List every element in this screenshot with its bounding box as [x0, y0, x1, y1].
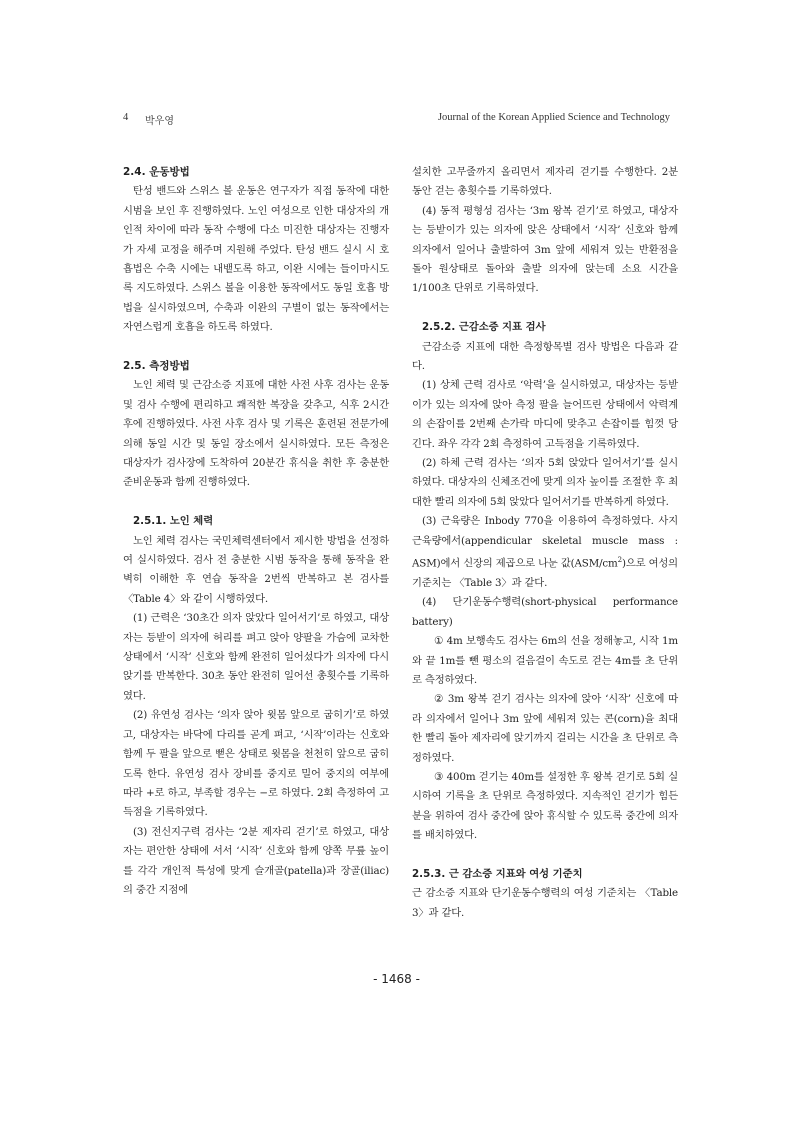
superscript-two: 2 — [617, 556, 622, 565]
page-footer-number: - 1468 - — [373, 972, 420, 986]
section-2-5-2-paragraph-chair-stand: (2) 하체 근력 검사는 ‘의자 5회 앉았다 일어서기’를 실시하였다. 대상자의 신체조건에 맞게 의자 높이를 조절한 후 최대한 빨리 의자에 5회 앉았다 일어서기를 반복하게 하였다. — [412, 457, 678, 508]
section-2-5-heading: 2.5. 측정방법 — [123, 360, 190, 373]
right-column — [412, 163, 678, 923]
section-2-4-paragraph: 탄성 밴드와 스위스 볼 운동은 연구자가 직접 동작에 대한 시범을 보인 후 진행하였다. 노인 여성으로 인한 대상자의 개인적 차이에 따라 동작 수행에 다소 미진한 대상자는 진행자가 자세 교정을 해주며 지원해 주었다. 탄성 밴드 실시 시 호흡법은 수축 시에는 내뱉도록 하고, 이완 시에는 들이마시도록 지도하였다. 스위스 볼을 이용한 동작에서도 동일 호흡 방법을 실시하였으며, 수축과 이완의 구별이 없는 동작에서는 자연스럽게 호흡을 하도록 하였다. — [123, 185, 389, 334]
header-journal-title: Journal of the Korean Applied Science and Technology — [437, 112, 670, 123]
section-2-5-2-item-400m-walk: ③ 400m 걷기는 40m를 설정한 후 왕복 걷기로 5회 실시하여 기록을 초 단위로 측정하였다. 지속적인 걷기가 힘든 분을 위하여 검사 중간에 앉아 휴식할 수 있도록 중간에 의자를 배치하였다. — [412, 770, 678, 842]
muscle-mass-text-b: )으로 여성의 기준치는 〈Table 3〉과 같다. — [412, 557, 678, 589]
running-header — [123, 112, 670, 128]
left-column — [123, 163, 389, 900]
section-2-5-2-heading: 2.5.2. 근감소증 지표 검사 — [422, 321, 546, 334]
endurance-paragraph-continued: 설치한 고무줄까지 올리면서 제자리 걷기를 수행한다. 2분 동안 걷는 총횟수를 기록하였다. — [412, 166, 678, 198]
section-2-5-1-paragraph-endurance: (3) 전신지구력 검사는 ‘2분 제자리 걷기’로 하였고, 대상자는 편안한 상태에 서서 ‘시작’ 신호와 함께 양쪽 무릎 높이를 각각 개인적 특성에 맞게 슬개골(patella)과 장골(iliac)의 중간 지점에 — [123, 825, 389, 896]
section-2-5-2-paragraph-grip: (1) 상체 근력 검사로 ‘악력’을 실시하였고, 대상자는 등받이가 있는 의자에 앉아 측정 팔을 늘어뜨린 상태에서 악력계의 손잡이를 2번째 손가락 마디에 맞추고 손잡이를 힘껏 당긴다. 좌우 각각 2회 측정하여 고득점을 기록하였다. — [412, 379, 678, 450]
section-2-5-paragraph: 노인 체력 및 근감소증 지표에 대한 사전 사후 검사는 운동 및 검사 수행에 편리하고 쾌적한 복장을 갖추고, 식후 2시간 후에 진행하였다. 사전 사후 검사 및 기록은 훈련된 전문가에 의해 동일 시간 및 동일 장소에서 실시하였다. 모든 측정은 대상자가 검사장에 도착하여 20분간 휴식을 취한 후 충분한 준비운동과 함께 진행하였다. — [123, 379, 389, 489]
section-2-5-2-paragraph-muscle-mass — [412, 512, 678, 593]
section-2-5-2-paragraph-sppb: (4) 단기운동수행력(short-physical performance battery) — [412, 596, 678, 628]
section-2-4-heading: 2.4. 운동방법 — [123, 166, 190, 178]
section-2-5-2-paragraph-intro: 근감소증 지표에 대한 측정항목별 검사 방법은 다음과 같다. — [412, 340, 678, 373]
section-2-5-1-paragraph-intro: 노인 체력 검사는 국민체력센터에서 제시한 방법을 선정하여 실시하였다. 검사 전 충분한 시범 동작을 통해 동작을 완벽히 이해한 후 연습 동작을 2번씩 반복하고 본 검사를 〈Table 4〉와 같이 시행하였다. — [123, 534, 389, 605]
section-2-5-3-heading: 2.5.3. 근 감소증 지표와 여성 기준치 — [412, 868, 583, 880]
section-2-5-1-paragraph-flexibility: (2) 유연성 검사는 ‘의자 앉아 윗몸 앞으로 굽히기’로 하였고, 대상자는 바닥에 다리를 곧게 펴고, ‘시작’이라는 신호와 함께 두 팔을 앞으로 뻗은 상태로 윗몸을 천천히 앞으로 굽히도록 한다. 유연성 검사 장비를 중지로 밀어 중지의 여부에 따라 +로 하고, 부족할 경우는 −로 하였다. 2회 측정하여 고득점을 기록하였다. — [123, 709, 389, 819]
section-2-5-2-item-gait-speed: ① 4m 보행속도 검사는 6m의 선을 정해놓고, 시작 1m와 끝 1m를 뺀 평소의 걸음걸이 속도로 걷는 4m를 초 단위로 측정하였다. — [412, 635, 678, 686]
section-2-5-2-item-timed-up-go: ② 3m 왕복 걷기 검사는 의자에 앉아 ‘시작’ 신호에 따라 의자에서 일어나 3m 앞에 세워져 있는 콘(corn)을 최대한 빨리 돌아 제자리에 앉기까지 걸리는 시간을 초 단위로 측정하였다. — [412, 693, 678, 764]
section-2-5-3-paragraph: 근 감소증 지표와 단기운동수행력의 여성 기준치는 〈Table 3〉과 같다. — [412, 887, 678, 919]
muscle-mass-text-a: (3) 근육량은 Inbody 770을 이용하여 측정하였다. 사지근육량에서(appendicular skeletal muscle mass : ASM)에서 신장의 제곱으로 나눈 값(ASM/cm — [412, 515, 678, 570]
header-author: 박우영 — [145, 116, 174, 127]
balance-paragraph: (4) 동적 평형성 검사는 ‘3m 왕복 걷기’로 하였고, 대상자는 등받이가 있는 의자에 앉은 상태에서 ‘시작’ 신호와 함께 의자에서 일어나 출발하여 3m 앞에 세워져 있는 반환점을 돌아 원상태로 돌아와 출발 의자에 앉는데 소요 시간을 1/100초 단위로 기록하였다. — [412, 204, 678, 295]
header-page-number: 4 — [123, 112, 129, 123]
section-2-5-1-paragraph-strength: (1) 근력은 ‘30초간 의자 앉았다 일어서기’로 하였고, 대상자는 등받이 의자에 허리를 펴고 앉아 양팔을 가슴에 교차한 상태에서 ‘시작’ 신호와 함께 완전히 일어섰다가 의자에 다시 앉기를 반복한다. 30초 동안 완전히 일어선 총횟수를 기록하였다. — [123, 612, 389, 702]
section-2-5-1-heading: 2.5.1. 노인 체력 — [133, 515, 214, 528]
